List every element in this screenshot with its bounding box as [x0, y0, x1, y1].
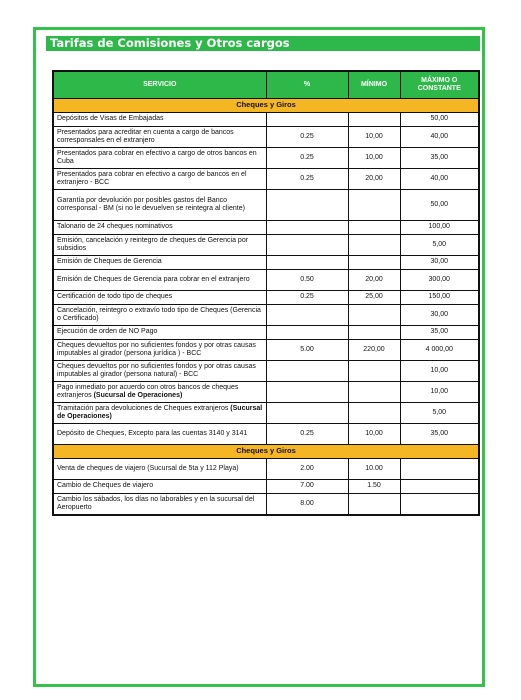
section-header-row [53, 445, 479, 459]
tariffs-table [52, 70, 480, 516]
minimum-cell: 20,00 [348, 270, 400, 291]
minimum-cell [348, 256, 400, 270]
table-row [53, 459, 479, 480]
maximum-cell: 4 000,00 [400, 340, 479, 361]
maximum-cell: 10,00 [400, 382, 479, 403]
table-row [53, 340, 479, 361]
service-cell [53, 256, 266, 270]
maximum-cell: 300,00 [400, 270, 479, 291]
table-row [53, 361, 479, 382]
minimum-cell: 20,00 [348, 169, 400, 190]
maximum-cell: 40,00 [400, 127, 479, 148]
table-row [53, 190, 479, 221]
maximum-cell [400, 480, 479, 494]
percent-cell: 7.00 [266, 480, 348, 494]
service-text: Presentados para acreditar en cuenta a cargo de bancos corresponsales en el extranjero [57, 128, 234, 144]
minimum-cell [348, 113, 400, 127]
column-header-percent: % [266, 71, 348, 99]
maximum-cell: 30,00 [400, 305, 479, 326]
service-cell [53, 326, 266, 340]
service-text: Talonario de 24 cheques nominativos [57, 223, 173, 231]
service-cell [53, 235, 266, 256]
table-header-row [53, 71, 479, 99]
service-cell [53, 190, 266, 221]
section-title: Cheques y Giros [53, 445, 479, 459]
minimum-cell: 10,00 [348, 424, 400, 445]
service-cell [53, 403, 266, 424]
table-body [53, 99, 479, 516]
table-row [53, 256, 479, 270]
table-row [53, 291, 479, 305]
service-text: Ejecución de orden de NO Pago [57, 328, 158, 336]
percent-cell: 2.00 [266, 459, 348, 480]
service-text: Garantía por devolución por posibles gastos del Banco corresponsal - BM (si no le devuelven se reintegra al cliente) [57, 196, 245, 212]
column-header-maximum: MÁXIMO O CONSTANTE [400, 71, 479, 99]
service-text: Presentados para cobrar en efectivo a cargo de bancos en el extranjero - BCC [57, 170, 247, 186]
section-title: Cheques y Giros [53, 99, 479, 113]
percent-cell [266, 221, 348, 235]
maximum-cell: 5,00 [400, 235, 479, 256]
minimum-cell: 10,00 [348, 148, 400, 169]
service-text: Cheques devueltos por no suficientes fondos y por otras causas imputables al girador (persona jurídica ) - BCC [57, 341, 256, 357]
service-text: Depósito de Cheques, Excepto para las cuentas 3140 y 3141 [57, 429, 248, 437]
percent-cell: 0.50 [266, 270, 348, 291]
service-cell [53, 494, 266, 516]
maximum-cell: 30,00 [400, 256, 479, 270]
service-cell [53, 424, 266, 445]
minimum-cell: 1.50 [348, 480, 400, 494]
section-header-row [53, 99, 479, 113]
table-row [53, 326, 479, 340]
service-cell [53, 361, 266, 382]
service-cell [53, 459, 266, 480]
service-text: Cambio de Cheques de viajero [57, 482, 154, 490]
minimum-cell [348, 190, 400, 221]
percent-cell: 8.00 [266, 494, 348, 516]
percent-cell [266, 305, 348, 326]
minimum-cell: 10,00 [348, 127, 400, 148]
minimum-cell [348, 403, 400, 424]
minimum-cell [348, 361, 400, 382]
service-cell [53, 480, 266, 494]
table-row [53, 480, 479, 494]
percent-cell [266, 235, 348, 256]
service-text: Emisión, cancelación y reintegro de cheques de Gerencia por subsidios [57, 236, 249, 252]
service-cell [53, 221, 266, 235]
maximum-cell [400, 459, 479, 480]
service-cell [53, 148, 266, 169]
minimum-cell [348, 326, 400, 340]
percent-cell: 5.00 [266, 340, 348, 361]
minimum-cell: 220,00 [348, 340, 400, 361]
minimum-cell [348, 235, 400, 256]
service-branch-note: (Sucursal de Operaciones) [93, 392, 183, 399]
maximum-cell: 50,00 [400, 190, 479, 221]
table-row [53, 169, 479, 190]
service-text: Emisión de Cheques de Gerencia para cobrar en el extranjero [57, 275, 250, 283]
service-cell [53, 113, 266, 127]
service-cell [53, 305, 266, 326]
table-row [53, 382, 479, 403]
percent-cell [266, 361, 348, 382]
table-row [53, 221, 479, 235]
table-row [53, 113, 479, 127]
service-text: Presentados para cobrar en efectivo a cargo de otros bancos en Cuba [57, 149, 257, 165]
minimum-cell: 10.00 [348, 459, 400, 480]
table-row [53, 305, 479, 326]
page-title: Tarifas de Comisiones y Otros cargos [46, 36, 480, 51]
percent-cell: 0.25 [266, 127, 348, 148]
maximum-cell [400, 494, 479, 516]
percent-cell: 0.25 [266, 148, 348, 169]
minimum-cell [348, 221, 400, 235]
service-text: Cancelación, reintegro o extravío todo tipo de Cheques (Gerencia o Certificado) [57, 306, 261, 322]
maximum-cell: 35,00 [400, 424, 479, 445]
minimum-cell [348, 382, 400, 403]
service-cell [53, 382, 266, 403]
service-text: Cheques devueltos por no suficientes fondos y por otras causas imputables al girador (persona natural) - BCC [57, 362, 256, 378]
maximum-cell: 35,00 [400, 326, 479, 340]
table-row [53, 148, 479, 169]
column-header-minimum: MÍNIMO [348, 71, 400, 99]
percent-cell: 0.25 [266, 424, 348, 445]
percent-cell: 0.25 [266, 291, 348, 305]
column-header-service: SERVICIO [53, 71, 266, 99]
service-text: Tramitación para devoluciones de Cheques extranjeros [57, 404, 229, 412]
percent-cell [266, 256, 348, 270]
table-row [53, 127, 479, 148]
maximum-cell: 100,00 [400, 221, 479, 235]
percent-cell: 0.25 [266, 169, 348, 190]
percent-cell [266, 382, 348, 403]
maximum-cell: 35,00 [400, 148, 479, 169]
service-text: Pago inmediato por acuerdo con otros bancos de cheques extranjeros [57, 383, 239, 399]
maximum-cell: 40,00 [400, 169, 479, 190]
table-row [53, 235, 479, 256]
percent-cell [266, 190, 348, 221]
table-row [53, 494, 479, 516]
table-row [53, 270, 479, 291]
maximum-cell: 150,00 [400, 291, 479, 305]
service-cell [53, 127, 266, 148]
percent-cell [266, 403, 348, 424]
minimum-cell [348, 494, 400, 516]
service-cell [53, 270, 266, 291]
percent-cell [266, 326, 348, 340]
minimum-cell [348, 305, 400, 326]
service-text: Certificación de todo tipo de cheques [57, 293, 173, 301]
table-row [53, 424, 479, 445]
service-text: Cambio los sábados, los días no laborables y en la sucursal del Aeropuerto [57, 495, 255, 511]
maximum-cell: 10,00 [400, 361, 479, 382]
service-cell [53, 291, 266, 305]
maximum-cell: 50,00 [400, 113, 479, 127]
service-text: Depósitos de Visas de Embajadas [57, 115, 164, 123]
service-branch-note: (Sucursal de Operaciones) [57, 404, 263, 420]
maximum-cell: 5,00 [400, 403, 479, 424]
percent-cell [266, 113, 348, 127]
service-cell [53, 340, 266, 361]
service-cell [53, 169, 266, 190]
service-text: Emisión de Cheques de Gerencia [57, 258, 162, 266]
minimum-cell: 25,00 [348, 291, 400, 305]
table-row [53, 403, 479, 424]
service-text: Venta de cheques de viajero (Sucursal de 5ta y 112 Playa) [57, 464, 239, 472]
